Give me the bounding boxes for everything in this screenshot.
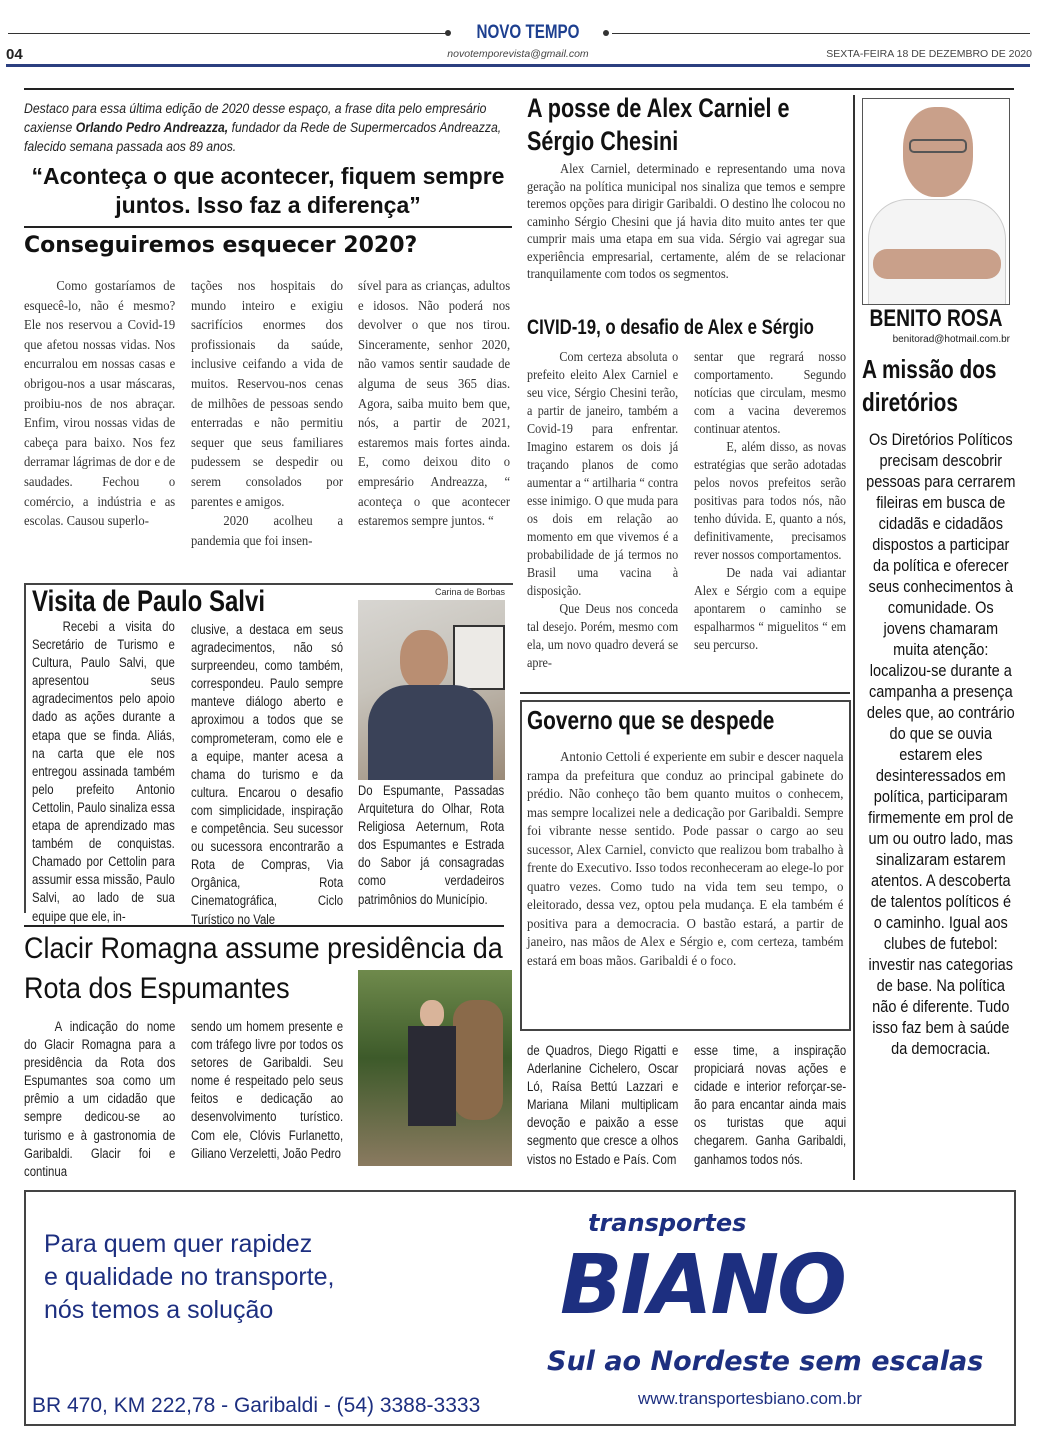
person-body — [408, 1026, 456, 1126]
article-column: A indicação do nome do Glacir Romagna para a presidência da Rota dos Espumantes soa como um prêmio a um cidadão que sempre dedicou-se ao turismo e à gastronomia de Garibaldi. Glacir foi e continua — [24, 1019, 176, 1179]
article-column: Como gostaríamos de esquecê-lo, não é mesmo? Ele nos reservou a Covid-19 que afetou nossas vidas. Nos encurralou em nossas casas e obrigou-nos a usar máscaras, proibiu-nos de nos abraçar. Enfim, virou nossas vidas de cabeça para baixo. Nos fez derramar lágrimas de dor e de saudades. Fechou o comércio, a indústria e as escolas. Causou superlo- — [24, 279, 176, 530]
person-body — [368, 685, 493, 780]
article-column: sível para as crianças, adultos e idosos. Não poderá nos devolver o que nos tirou. Sinceramente, senhor 2020, não vamos sentir saudade de alguma de seus 365 dias. Agora, saiba muito bem que, nós, a partir de 2021, estaremos mais fortes ainda. E, como deixou dito o empresário Andreazza, “ aconteça o que acontecer estaremos sempre juntos. “ — [358, 279, 511, 530]
article-title: A posse de Alex Carniel e Sérgio Chesini — [527, 93, 790, 156]
article-column: sendo um homem presente e com tráfego livre por todos os setores de Garibaldi. Seu nome é respeitado pelo seus feitos e dedicação ao desenvolvimento turístico. Com ele, Clóvis Furlanetto, Giliano Verzeletti, João Pedro — [191, 1019, 344, 1161]
columnist-photo — [862, 98, 1010, 305]
article-title: Governo que se despede — [527, 705, 775, 735]
article-column — [694, 348, 846, 654]
ad-logo-small: transportes — [588, 1209, 747, 1237]
article-column: esse time, a inspiração propiciará novas ações e cidade e interior reforçar-se-ão para encantar ainda mais os turistas que aqui chegarem. Ganha Garibaldi, ganhamos todos nós. — [694, 1043, 847, 1167]
article-title: A missão dos diretórios — [862, 354, 997, 417]
paragraph: sentar que regrará nosso comportamento. Segundo notícias que circulam, mesmo com a vacina deveremos continuar atentos. — [694, 349, 847, 436]
article-column: de Quadros, Diego Rigatti e Aderlanine Cichelero, Oscar Ló, Raísa Bettú Lazzari e Mariana Milani multiplicam devoção e paixão a esse segmento que cresce a olhos vistos no Estado e País. Com — [527, 1043, 679, 1167]
ad-website[interactable]: www.transportesbiano.com.br — [638, 1389, 862, 1408]
ad-tagline: Para quem quer rapidez e qualidade no transporte, nós temos a solução — [44, 1230, 335, 1324]
columnist-email: benitorad@hotmail.com.br — [892, 334, 1010, 345]
paragraph: Que Deus nos conceda tal desejo. Porém, mesmo com ela, um novo quadro deverá se apre- — [527, 601, 679, 670]
crossed-arms — [873, 249, 1001, 279]
paragraph: De nada vai adiantar Alex e Sérgio com a equipe apontarem o caminho se espalharmos “ miguelitos “ em seu percurso. — [694, 565, 847, 652]
column-divider — [853, 95, 855, 1180]
article-column: Do Espumante, Passadas Arquitetura do Olhar, Rota Religiosa Aeternum, Rota dos Espumantes e Estrada do Sabor já consagradas como verdadeiros patrimônios do Município. — [358, 783, 505, 907]
header-bar — [6, 64, 1030, 67]
paragraph: 2020 acolheu a pandemia que foi insen- — [191, 514, 344, 549]
paragraph: Com certeza absoluta o prefeito eleito Alex Carniel e seu vice, Sérgio Chesini terão, a partir de janeiro, também a Covid-19 para enfrentar. Imagino estarem os dois já traçando planos de como aumentar a “ artilharia “ contra esse inimigo. O que muda para os dois em relação ao momento em que vivemos é a probabilidade de já termos no Brasil uma vacina à disposição. — [527, 349, 679, 598]
article-column: clusive, a destaca em seus agradecimentos, não só surpreendeu, como também, correspondeu. Paulo sempre manteve diálogo aberto e aproximou a todos que se comprometeram, como ele e a equipe, manter acesa a chama do turismo e da cultura. Encarou o desafio com simplicidade, inspiração e competência. Seu sucessor ou sucessora encontrarão a Rota de Compras, Via Orgânica, Rota Cinematográfica, Ciclo Turístico no Vale — [191, 622, 344, 927]
ad-logo: BIANO — [560, 1238, 845, 1333]
article-body: Os Diretórios Políticos precisam descobrir pessoas para cerrarem fileiras em busca de cidadãs e cidadãos dispostos a participar da política e oferecer seus conhecimentos à comunidade. Os jovens chamaram muita atenção: localizou-se durante a campanha a presença deles que, ao contrário do que se ouvia estarem eles desinteressados em política, participaram firmemente em prol de um ou outro lado, mas sinalizaram estarem atentos. A descoberta de talentos políticos é o caminho. Igual aos clubes de futebol: investir nas categorias de base. Na política não é diferente. Tudo isso faz bem à saúde da democracia. — [866, 431, 1016, 1058]
article-title: Visita de Paulo Salvi — [32, 585, 265, 618]
article-body: Alex Carniel, determinado e representando uma nova geração na política municipal nos sinaliza que temos e sempre teremos opções para dirigir Garibaldi. O destino lhe colocou no caminho Sérgio Chesini que já havia dito muito antes ter que cumprir mais uma etapa em sua vida. Sérgio vai agregar sua experiência empresarial, certamente, além de se relacionar tranquilamente com todos os segmentos. — [527, 161, 846, 281]
article-column: Recebi a visita do Secretário de Turismo e Cultura, Paulo Salvi, que apresentou seus agradecimentos pelo apoio dado as ações durante a etapa que se finda. Aliás, na carta que ele nos entregou assinada também pelo prefeito Antonio Cettolin, Paulo sinaliza essa etapa de aprendizado mas também de conquistas. Chamado por Cettolin para assumir essa missão, Paulo Salvi, ao lado de sua equipe que ele, in- — [32, 619, 175, 924]
top-rule — [24, 88, 1014, 90]
intro-text: Destaco para essa última edição de 2020 desse espaço, a frase dita pelo empresário caxiense Orlando Pedro Andreazza, fundador da Rede de Supermercados Andreazza, falecido semana passada aos 89 anos. — [24, 101, 502, 154]
article-body: Antonio Cettoli é experiente em subir e descer naquela rampa da prefeitura que conduz ao principal gabinete do prédio. Não conheço tão bem quanto muitos o conhecem, mas sempre localizei nele a dedicação por Garibaldi. Sempre foi vibrante nesse sentido. Pode passar o cargo ao seu sucessor, Alex Carniel, convicto que realizou bom trabalho à frente do Executivo. Isso todos reconheceram ao elege-lo por quatro vezes. Como tudo na vida tem seu tempo, o eleitorado, dessa vez, optou pela mudança. E ela também é positiva para a democracia. O bastão estará, a partir de janeiro, nas mãos de Alex e Sérgio e, com certeza, também estará em boas mãos. Garibaldi é o foco. — [527, 750, 844, 969]
article-title: Clacir Romagna assume presidência da Rota dos Espumantes — [24, 932, 503, 1005]
monitor-shape — [453, 625, 505, 690]
article-title: CIVID-19, o desafio de Alex e Sérgio — [527, 316, 814, 339]
photo-paulo-salvi — [358, 600, 505, 780]
page-number: 04 — [6, 46, 23, 63]
paragraph: tações nos hospitais do mundo inteiro e exigiu sacrifícios enormes dos profissionais da saúde, inclusive ceifando a vida de muitos. Reservou-nos cenas de milhões de pessoas sendo enterradas e não permitiu sequer que seus familiares pudessem se despedir ou serem consolados por parentes e amigos. — [191, 279, 344, 510]
header-email: novotemporevista@gmail.com — [447, 48, 589, 60]
newspaper-title: NOVO TEMPO — [476, 22, 580, 43]
ad-address: BR 470, KM 222,78 - Garibaldi - (54) 3388-3333 — [32, 1394, 481, 1417]
header-date: SEXTA-FEIRA 18 DE DEZEMBRO DE 2020 — [826, 48, 1032, 60]
ad-slogan: Sul ao Nordeste sem escalas — [547, 1346, 984, 1377]
quote: “Aconteça o que acontecer, fiquem sempre juntos. Isso faz a diferença” — [31, 163, 505, 218]
rule — [24, 226, 512, 228]
columnist-name: BENITO ROSA — [869, 305, 1003, 332]
glasses-shape — [909, 139, 967, 153]
rule — [520, 692, 850, 694]
statue-shape — [453, 1000, 503, 1120]
article-title: Conseguiremos esquecer 2020? — [24, 233, 418, 258]
photo-credit: Carina de Borbas — [434, 587, 505, 597]
person-head — [400, 630, 448, 690]
header-rule-left — [8, 33, 448, 34]
article-column — [527, 348, 678, 672]
article-column — [191, 277, 343, 551]
paragraph: E, além disso, as novas estratégias que serão adotadas pelos novos prefeitos serão positivas para todos nós, não tenho dúvida. E, quanto a nós, definitivamente, precisamos rever nossos comportamentos. — [694, 439, 847, 562]
header-rule-right — [612, 33, 1030, 34]
